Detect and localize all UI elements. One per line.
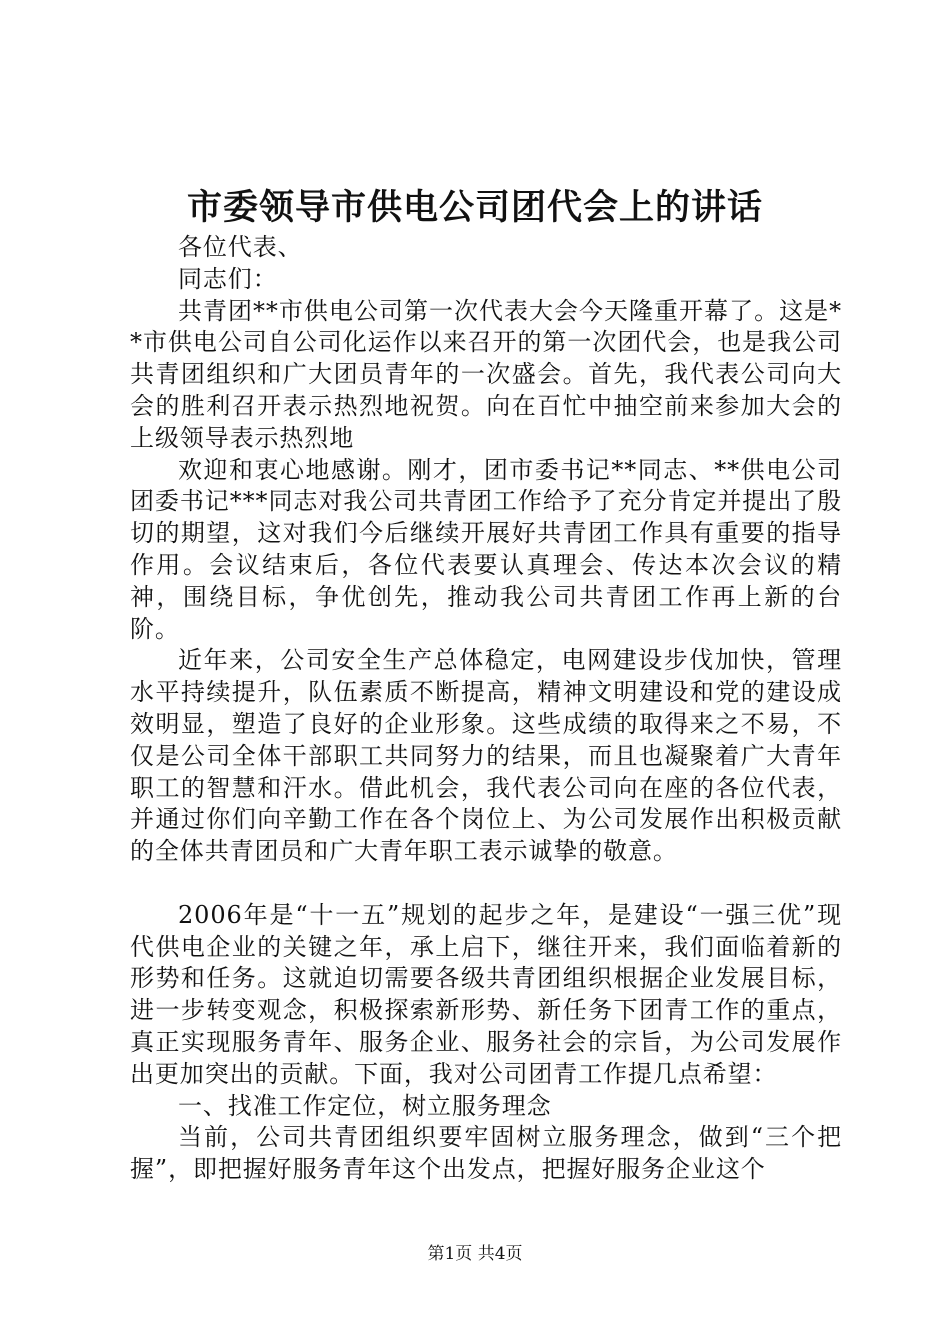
salutation-line: 同志们： [178, 264, 278, 293]
document-title: 市委领导市供电公司团代会上的讲话 [186, 187, 763, 228]
body-paragraph: 共青团**市供电公司第一次代表大会今天隆重开幕了。这是**市供电公司自公司化运作以来召开的第一次团代会，也是我公司共青团组织和广大团员青年的一次盛会。首先，我代表公司向大会的胜利召开表示热烈地祝贺。向在百忙中抽空前来参加大会的上级领导表示热烈地 [130, 296, 842, 452]
page-footer: 第1页 共4页 [427, 1244, 523, 1264]
body-paragraph: 近年来，公司安全生产总体稳定，电网建设步伐加快，管理水平持续提升，队伍素质不断提高，精神文明建设和党的建设成效明显，塑造了良好的企业形象。这些成绩的取得来之不易，不仅是公司全体干部职工共同努力的结果，而且也凝聚着广大青年职工的智慧和汗水。借此机会，我代表公司向在座的各位代表，并通过你们向辛勤工作在各个岗位上、为公司发展作出积极贡献的全体共青团员和广大青年职工表示诚挚的敬意。 [130, 646, 842, 866]
body-paragraph: 欢迎和衷心地感谢。刚才，团市委书记**同志、**供电公司团委书记***同志对我公司共青团工作给予了充分肯定并提出了殷切的期望，这对我们今后继续开展好共青团工作具有重要的指导作用。会议结束后，各位代表要认真理会、传达本次会议的精神，围绕目标，争优创先，推动我公司共青团工作再上新的台阶。 [130, 455, 842, 643]
body-paragraph: 2006年是“十一五”规划的起步之年，是建设“一强三优”现代供电企业的关键之年，承上启下，继往开来，我们面临着新的形势和任务。这就迫切需要各级共青团组织根据企业发展目标，进一步转变观念，积极探索新形势、新任务下团青工作的重点，真正实现服务青年、服务企业、服务社会的宗旨，为公司发展作出更加突出的贡献。下面，我对公司团青工作提几点希望： [130, 900, 842, 1088]
section-heading: 一、找准工作定位，树立服务理念 [178, 1091, 552, 1120]
document-body [130, 232, 842, 1186]
salutation-line: 各位代表、 [178, 233, 303, 261]
body-paragraph: 当前，公司共青团组织要牢固树立服务理念，做到“三个把握”，即把握好服务青年这个出发点，把握好服务企业这个 [130, 1123, 842, 1184]
